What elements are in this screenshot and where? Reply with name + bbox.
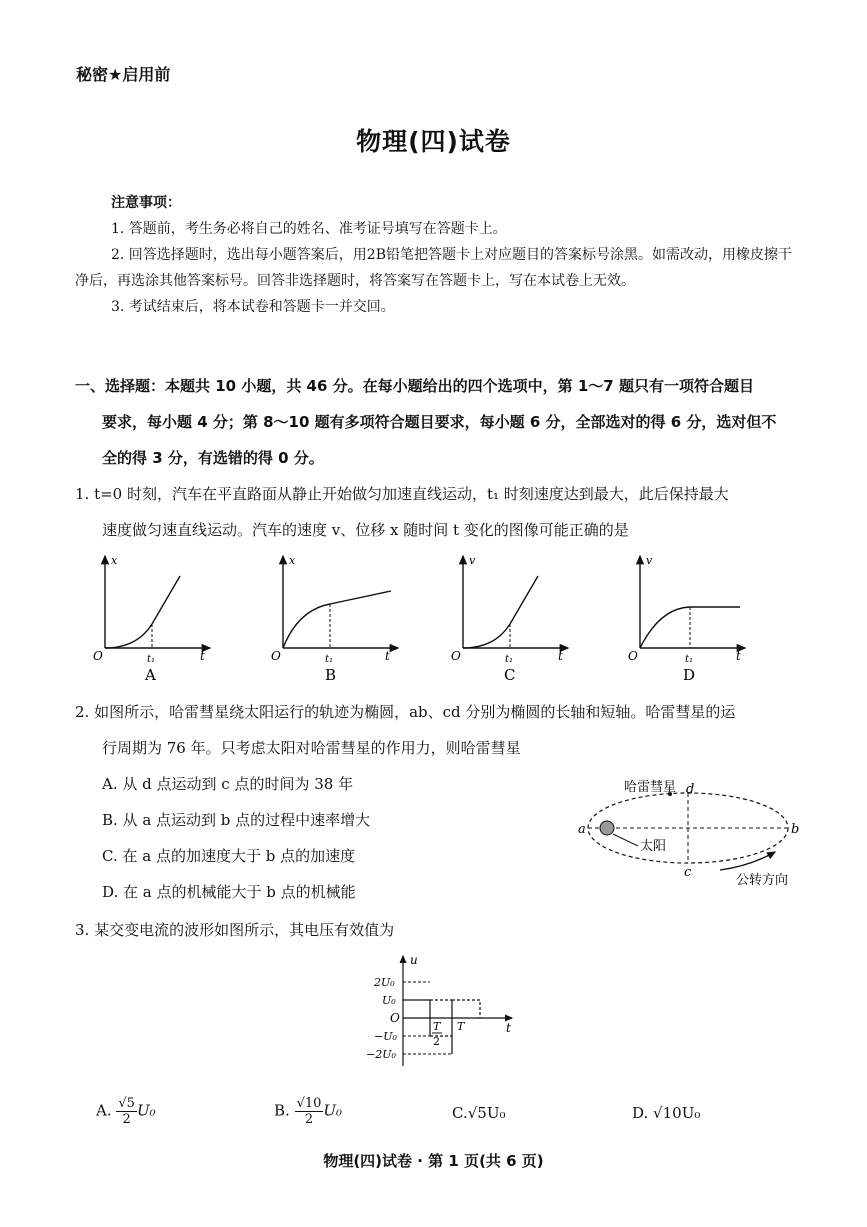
q1-graphs xyxy=(85,548,805,688)
q3-answer-b-unit: U₀ xyxy=(323,1101,343,1120)
graph-a-option: A xyxy=(145,666,156,684)
q3-answer-b-den: 2 xyxy=(304,1112,314,1127)
graph-d-t1: t₁ xyxy=(685,654,694,665)
notice-block xyxy=(75,190,797,320)
graph-b xyxy=(271,554,398,684)
q3-answer-b-num: √10 xyxy=(296,1096,322,1111)
halley-orbit-figure xyxy=(570,780,810,892)
q3-answer-c-text: √5U₀ xyxy=(467,1104,506,1122)
graph-d-t: t xyxy=(736,649,741,663)
q3-answer-a-label: A. xyxy=(96,1101,112,1120)
q3-answer-d-text: √10U₀ xyxy=(653,1104,701,1122)
graph-d-option: D xyxy=(683,666,696,684)
section-instructions xyxy=(75,368,800,476)
direction-label: 公转方向 xyxy=(736,873,789,888)
point-c-label: c xyxy=(684,865,692,880)
question-2-options xyxy=(75,766,555,910)
graph-a-t1: t₁ xyxy=(147,654,156,665)
graph-c-t1: t₁ xyxy=(505,654,514,665)
question-3-stem xyxy=(75,912,800,948)
q3-answer-a-fraction xyxy=(116,1096,137,1127)
q3-answer-c-label: C. xyxy=(452,1104,468,1122)
section-line-3: 全的得 3 分，有选错的得 0 分。 xyxy=(102,449,324,467)
graph-b-ylabel: x xyxy=(289,554,296,567)
point-a-label: a xyxy=(578,822,586,837)
q2-option-a: A. 从 d 点运动到 c 点的时间为 38 年 xyxy=(102,775,354,793)
question-1-stem xyxy=(75,476,800,548)
graph-b-t: t xyxy=(385,649,390,663)
q2-line-2: 行周期为 76 年。只考虑太阳对哈雷彗星的作用力，则哈雷彗星 xyxy=(102,739,521,757)
q2-option-b: B. 从 a 点运动到 b 点的过程中速率增大 xyxy=(102,811,371,829)
graph-a-t: t xyxy=(200,649,205,663)
secret-label: 秘密★启用前 xyxy=(76,65,171,84)
point-b-label: b xyxy=(791,822,800,837)
notice-item-1: 1. 答题前，考生务必将自己的姓名、准考证号填写在答题卡上。 xyxy=(111,221,507,237)
page-footer: 物理(四)试卷 · 第 1 页(共 6 页) xyxy=(323,1152,544,1170)
q2-option-d: D. 在 a 点的机械能大于 b 点的机械能 xyxy=(102,883,356,901)
graph-b-origin: O xyxy=(271,649,281,663)
page-title: 物理(四)试卷 xyxy=(356,127,511,156)
graph-b-option: B xyxy=(325,666,337,684)
graph-a-origin: O xyxy=(93,649,103,663)
q3-answer-a xyxy=(96,1096,156,1127)
q3-answer-a-den: 2 xyxy=(122,1112,131,1127)
graph-c-option: C xyxy=(504,666,516,684)
q3-answer-a-num: √5 xyxy=(118,1096,135,1111)
waveform-t-label: t xyxy=(506,1021,511,1035)
graph-c xyxy=(451,554,568,684)
tick-2u0: 2U₀ xyxy=(374,976,395,989)
graph-a-ylabel: x xyxy=(111,554,118,567)
question-2-stem xyxy=(75,694,800,766)
q3-answer-b-fraction xyxy=(295,1096,324,1127)
comet-label: 哈雷彗星 xyxy=(624,780,677,795)
point-d-label: d xyxy=(686,782,695,797)
graph-c-origin: O xyxy=(451,649,461,663)
tick-t: T xyxy=(457,1020,465,1033)
tick-neg-2u0: −2U₀ xyxy=(366,1048,396,1061)
q3-answer-c xyxy=(452,1104,505,1122)
section-line-1: 一、选择题：本题共 10 小题，共 46 分。在每小题给出的四个选项中，第 1～7 题只有一项符合题目 xyxy=(75,377,754,395)
graph-c-t: t xyxy=(558,649,563,663)
graph-d-origin: O xyxy=(628,649,638,663)
graph-d xyxy=(628,554,745,684)
q3-answer-b-label: B. xyxy=(274,1101,290,1120)
graph-a xyxy=(93,554,210,684)
section-line-2: 要求，每小题 4 分；第 8～10 题有多项符合题目要求，每小题 6 分，全部选对的得 6 分，选对但不 xyxy=(102,413,777,431)
notice-item-2: 2. 回答选择题时，选出每小题答案后，用2B铅笔把答题卡上对应题目的答案标号涂黑。如需改动，用橡皮擦干净后，再选涂其他答案标号。回答非选择题时，将答案写在答题卡上，写在本试卷上无效。 xyxy=(75,247,793,289)
sun-label: 太阳 xyxy=(640,839,667,854)
q3-answer-d-label: D. xyxy=(632,1104,649,1122)
waveform-origin: O xyxy=(390,1011,400,1025)
notice-heading: 注意事项： xyxy=(111,195,181,211)
notice-item-3: 3. 考试结束后，将本试卷和答题卡一并交回。 xyxy=(111,299,395,315)
graph-b-t1: t₁ xyxy=(325,654,334,665)
q1-line-2: 速度做匀速直线运动。汽车的速度 v、位移 x 随时间 t 变化的图像可能正确的是 xyxy=(102,521,629,539)
waveform-u-label: u xyxy=(410,953,418,967)
tick-half-t-den: 2 xyxy=(433,1035,440,1048)
q3-answer-a-unit: U₀ xyxy=(136,1101,156,1120)
graph-c-ylabel: v xyxy=(469,554,476,567)
ac-waveform-figure xyxy=(360,952,530,1072)
q2-option-c: C. 在 a 点的加速度大于 b 点的加速度 xyxy=(102,847,356,865)
q3-line-1: 3. 某交变电流的波形如图所示，其电压有效值为 xyxy=(75,921,395,939)
tick-half-t-num: T xyxy=(433,1020,441,1033)
tick-neg-u0: −U₀ xyxy=(374,1030,397,1043)
q2-line-1: 2. 如图所示，哈雷彗星绕太阳运行的轨迹为椭圆，ab、cd 分别为椭圆的长轴和短轴。哈雷彗星的运 xyxy=(75,703,736,721)
tick-u0: U₀ xyxy=(382,994,396,1007)
q1-line-1: 1. t=0 时刻，汽车在平直路面从静止开始做匀加速直线运动，t₁ 时刻速度达到最大，此后保持最大 xyxy=(75,485,729,503)
q3-answer-b xyxy=(274,1096,342,1127)
q3-answer-d xyxy=(632,1104,700,1122)
graph-d-ylabel: v xyxy=(646,554,653,567)
